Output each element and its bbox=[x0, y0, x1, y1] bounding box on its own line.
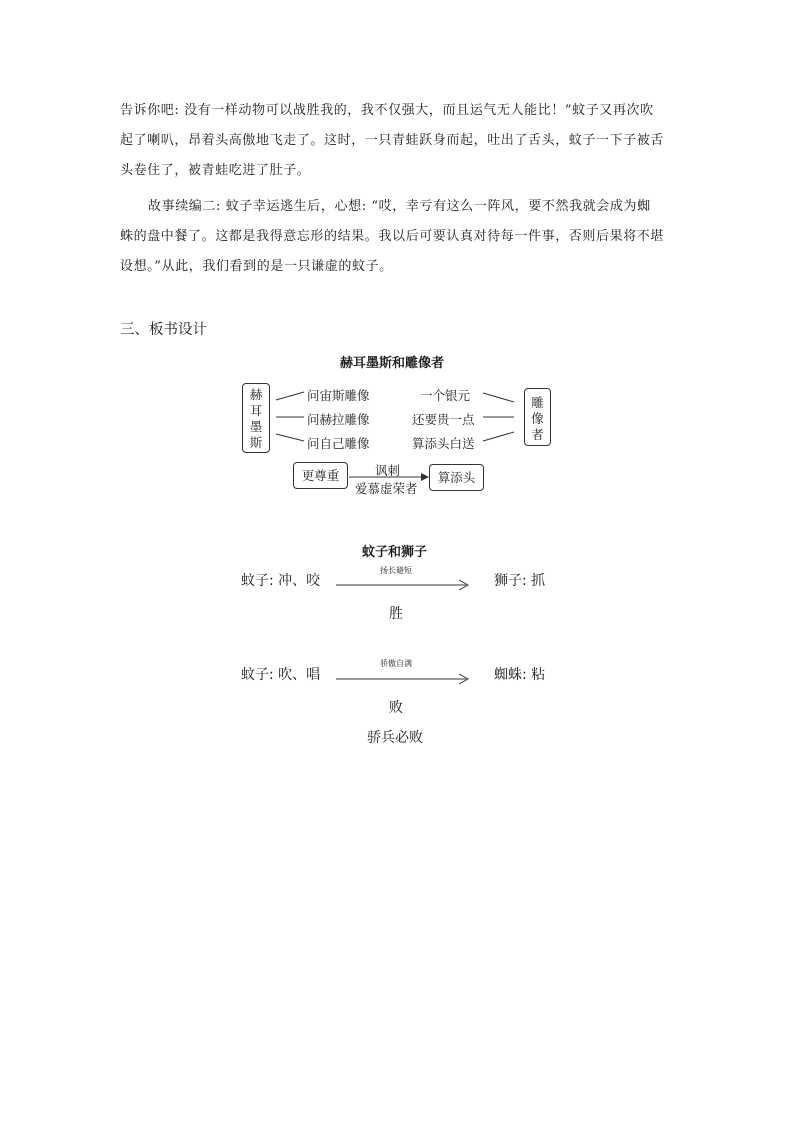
right-item-3: 算添头白送 bbox=[412, 436, 475, 451]
arrow-note-2: 骄傲自满 bbox=[380, 659, 412, 668]
connector-line bbox=[276, 434, 304, 441]
spider-action: 蜘蛛: 粘 bbox=[494, 667, 546, 683]
connector-line bbox=[483, 393, 514, 402]
left-item-1: 问宙斯雕像 bbox=[307, 388, 370, 403]
left-item-2: 问赫拉雕像 bbox=[307, 412, 370, 427]
story-line: 设想。”从此，我们看到的是一只谦虚的蚊子。 bbox=[120, 259, 393, 274]
section-title: 三、板书设计 bbox=[120, 322, 207, 338]
arrow-note-1: 扬长避短 bbox=[380, 566, 412, 575]
story-line: 起了喇叭，昂着头高傲地飞走了。这时，一只青蛙跃身而起，吐出了舌头，蚊子一下子被舌 bbox=[120, 133, 665, 148]
story-line: 头卷住了，被青蛙吃进了肚子。 bbox=[120, 163, 311, 178]
connector-line bbox=[483, 432, 514, 441]
result-lose: 败 bbox=[389, 700, 403, 716]
more-respect-label: 更尊重 bbox=[301, 468, 340, 483]
board2-title: 蚊子和狮子 bbox=[362, 545, 428, 560]
hermes-box-label: 赫耳墨斯 bbox=[249, 387, 263, 450]
story-line: 故事续编二: 蚊子幸运逃生后，心想: “哎，幸亏有这么一阵风，要不然我就会成为蜘 bbox=[148, 199, 651, 214]
arrow-head bbox=[421, 473, 429, 481]
arrow-label-satire: 讽刺 bbox=[375, 463, 401, 478]
mosquito-action-1: 蚊子: 冲、咬 bbox=[241, 573, 321, 589]
story-line: 告诉你吧: 没有一样动物可以战胜我的，我不仅强大，而且运气无人能比！”蚊子又再次吹 bbox=[120, 103, 654, 118]
throw-in-label: 算添头 bbox=[437, 470, 476, 485]
left-item-3: 问自己雕像 bbox=[307, 436, 370, 451]
moral: 骄兵必败 bbox=[367, 730, 423, 746]
sculptor-box-label: 雕像者 bbox=[531, 395, 544, 442]
story-line: 蛛的盘中餐了。这都是我得意忘形的结果。我以后可要认真对待每一件事，否则后果将不堪 bbox=[120, 229, 665, 244]
board1-title: 赫耳墨斯和雕像者 bbox=[340, 356, 445, 371]
result-win: 胜 bbox=[389, 606, 403, 622]
mosquito-action-2: 蚊子: 吹、唱 bbox=[241, 667, 321, 683]
connector-line bbox=[276, 392, 304, 400]
lion-action: 狮子: 抓 bbox=[494, 573, 546, 589]
arrow-label-vain: 爱慕虚荣者 bbox=[355, 481, 418, 496]
right-item-1: 一个银元 bbox=[420, 388, 471, 403]
right-item-2: 还要贵一点 bbox=[412, 412, 475, 427]
